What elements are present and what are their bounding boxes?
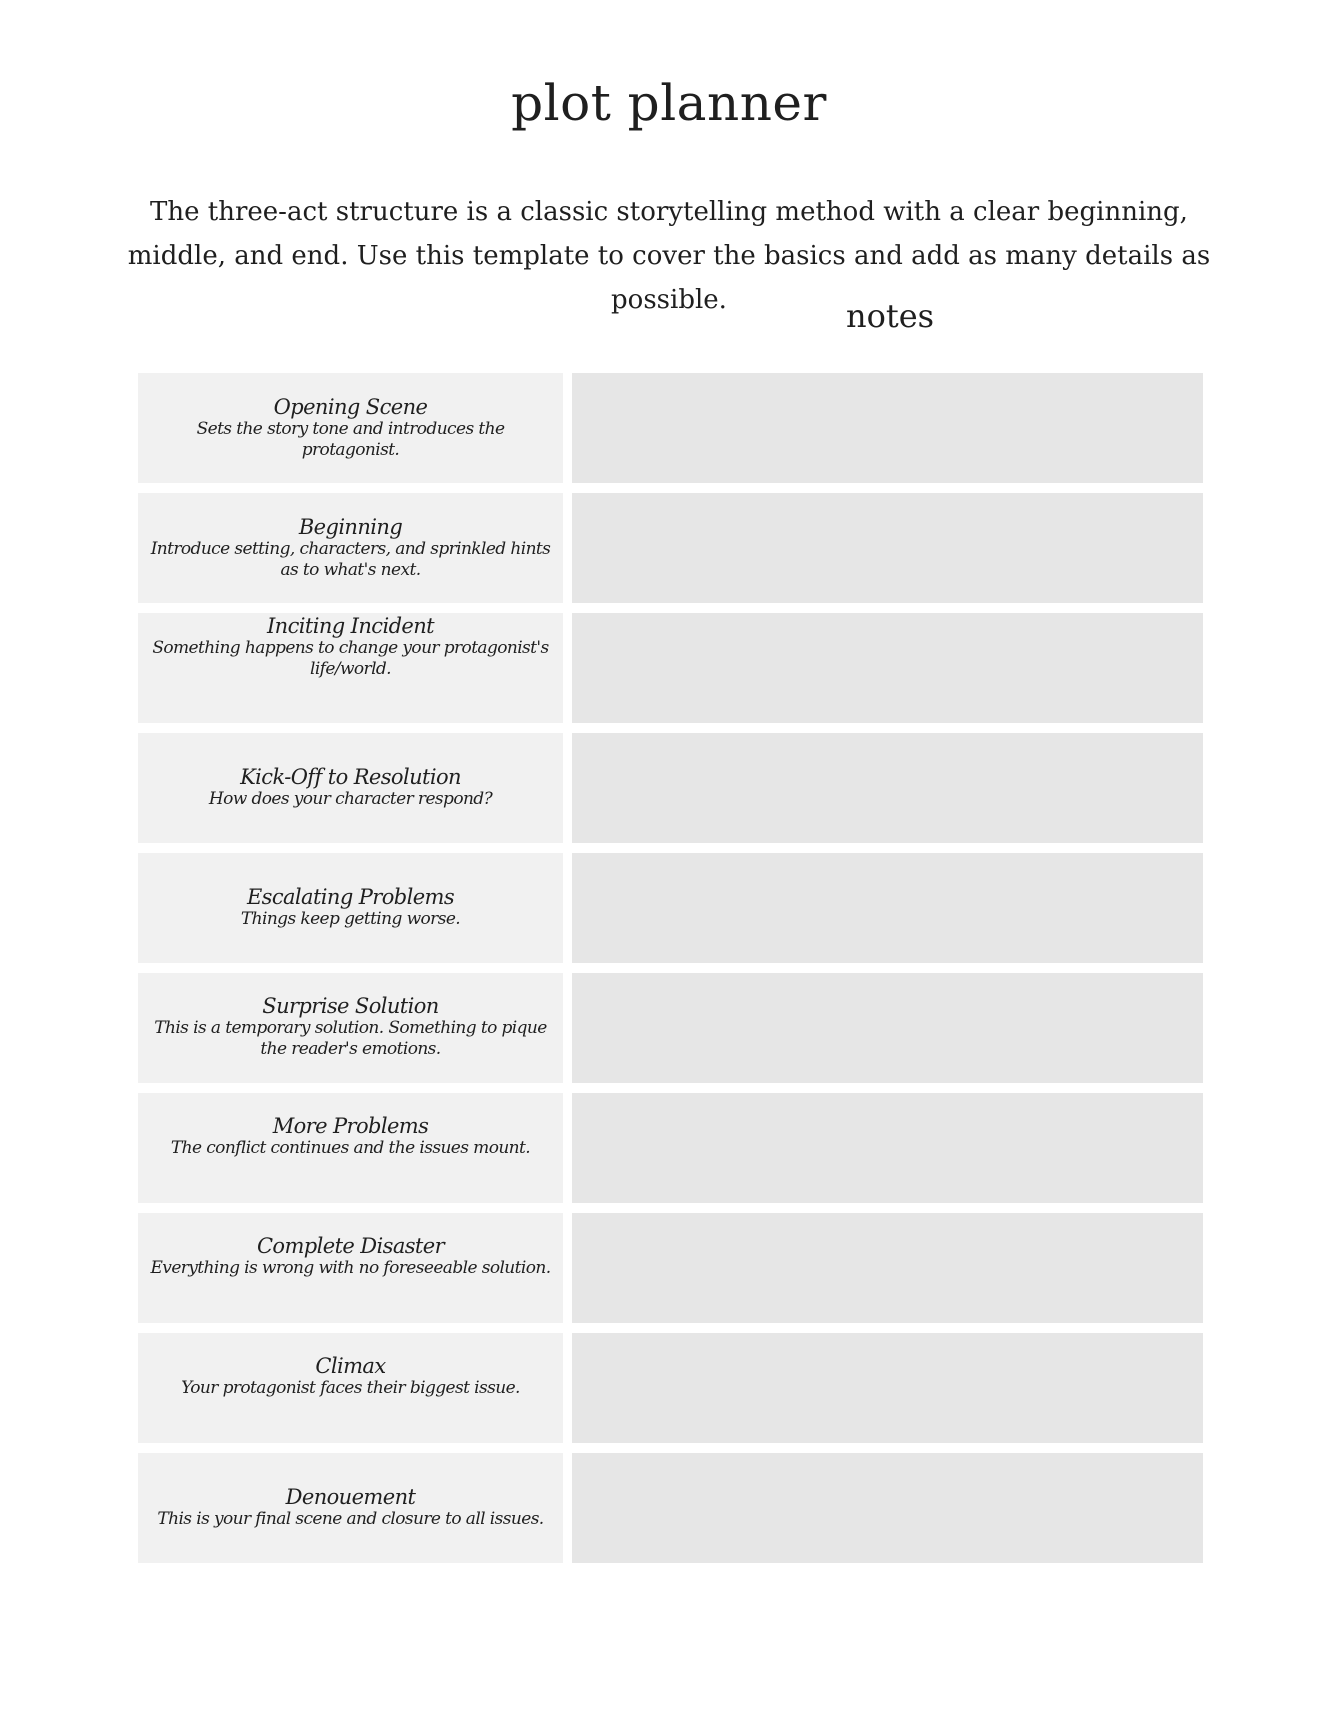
notes-field-climax[interactable] bbox=[572, 1333, 1203, 1443]
row-label-cell bbox=[138, 1453, 563, 1563]
row-description: The conflict continues and the issues mount. bbox=[170, 1138, 531, 1158]
row-description: Introduce setting, characters, and sprinkled hints as to what's next. bbox=[150, 538, 551, 580]
row-label-cell bbox=[138, 1213, 563, 1323]
row-title: Denouement bbox=[285, 1485, 416, 1509]
row-title: More Problems bbox=[272, 1114, 429, 1138]
row-title: Escalating Problems bbox=[246, 885, 455, 909]
row-title: Beginning bbox=[298, 514, 403, 539]
row-title: Kick-Off to Resolution bbox=[240, 765, 461, 789]
row-label-cell bbox=[138, 613, 563, 723]
row-description: Your protagonist faces their biggest issue. bbox=[181, 1378, 520, 1398]
notes-field-opening-scene[interactable] bbox=[572, 373, 1203, 483]
plot-row-kick-off bbox=[138, 733, 1203, 843]
row-description: Everything is wrong with no foreseeable solution. bbox=[150, 1258, 551, 1278]
notes-heading: notes bbox=[845, 297, 935, 335]
row-description: Something happens to change your protagonist's life/world. bbox=[152, 638, 549, 679]
row-label-cell bbox=[138, 1093, 563, 1203]
notes-field-inciting-incident[interactable] bbox=[572, 613, 1203, 723]
row-description: Things keep getting worse. bbox=[240, 909, 461, 929]
page-title: plot planner bbox=[511, 74, 827, 132]
notes-field-complete-disaster[interactable] bbox=[572, 1213, 1203, 1323]
row-label-cell bbox=[138, 973, 563, 1083]
row-title: Complete Disaster bbox=[256, 1234, 445, 1258]
row-label-cell bbox=[138, 733, 563, 843]
plot-row-beginning bbox=[138, 493, 1203, 603]
notes-field-denouement[interactable] bbox=[572, 1453, 1203, 1563]
notes-field-beginning[interactable] bbox=[572, 493, 1203, 603]
row-label-cell bbox=[138, 1333, 563, 1443]
plot-row-escalating-problems bbox=[138, 853, 1203, 963]
row-title: Surprise Solution bbox=[262, 994, 439, 1018]
row-description: This is your final scene and closure to all issues. bbox=[157, 1509, 544, 1529]
row-title: Opening Scene bbox=[273, 394, 428, 419]
row-label-cell bbox=[138, 853, 563, 963]
plot-row-complete-disaster bbox=[138, 1213, 1203, 1323]
row-title: Climax bbox=[315, 1354, 386, 1378]
plot-row-opening-scene bbox=[138, 373, 1203, 483]
plot-table bbox=[138, 373, 1203, 1573]
plot-row-more-problems bbox=[138, 1093, 1203, 1203]
intro-text: The three-act structure is a classic storytelling method with a clear beginning, middle, and end. Use this template to cover the basics and add as many details as possible. bbox=[127, 197, 1211, 315]
row-title: Inciting Incident bbox=[266, 614, 435, 638]
notes-field-kick-off[interactable] bbox=[572, 733, 1203, 843]
notes-field-surprise-solution[interactable] bbox=[572, 973, 1203, 1083]
row-description: How does your character respond? bbox=[208, 789, 493, 809]
plot-row-inciting-incident bbox=[138, 613, 1203, 723]
plot-row-denouement bbox=[138, 1453, 1203, 1563]
notes-field-escalating-problems[interactable] bbox=[572, 853, 1203, 963]
notes-field-more-problems[interactable] bbox=[572, 1093, 1203, 1203]
plot-row-climax bbox=[138, 1333, 1203, 1443]
plot-row-surprise-solution bbox=[138, 973, 1203, 1083]
row-description: Sets the story tone and introduces the protagonist. bbox=[196, 418, 505, 460]
row-description: This is a temporary solution. Something to pique the reader's emotions. bbox=[154, 1018, 547, 1059]
row-label-cell bbox=[138, 373, 563, 483]
row-label-cell bbox=[138, 493, 563, 603]
